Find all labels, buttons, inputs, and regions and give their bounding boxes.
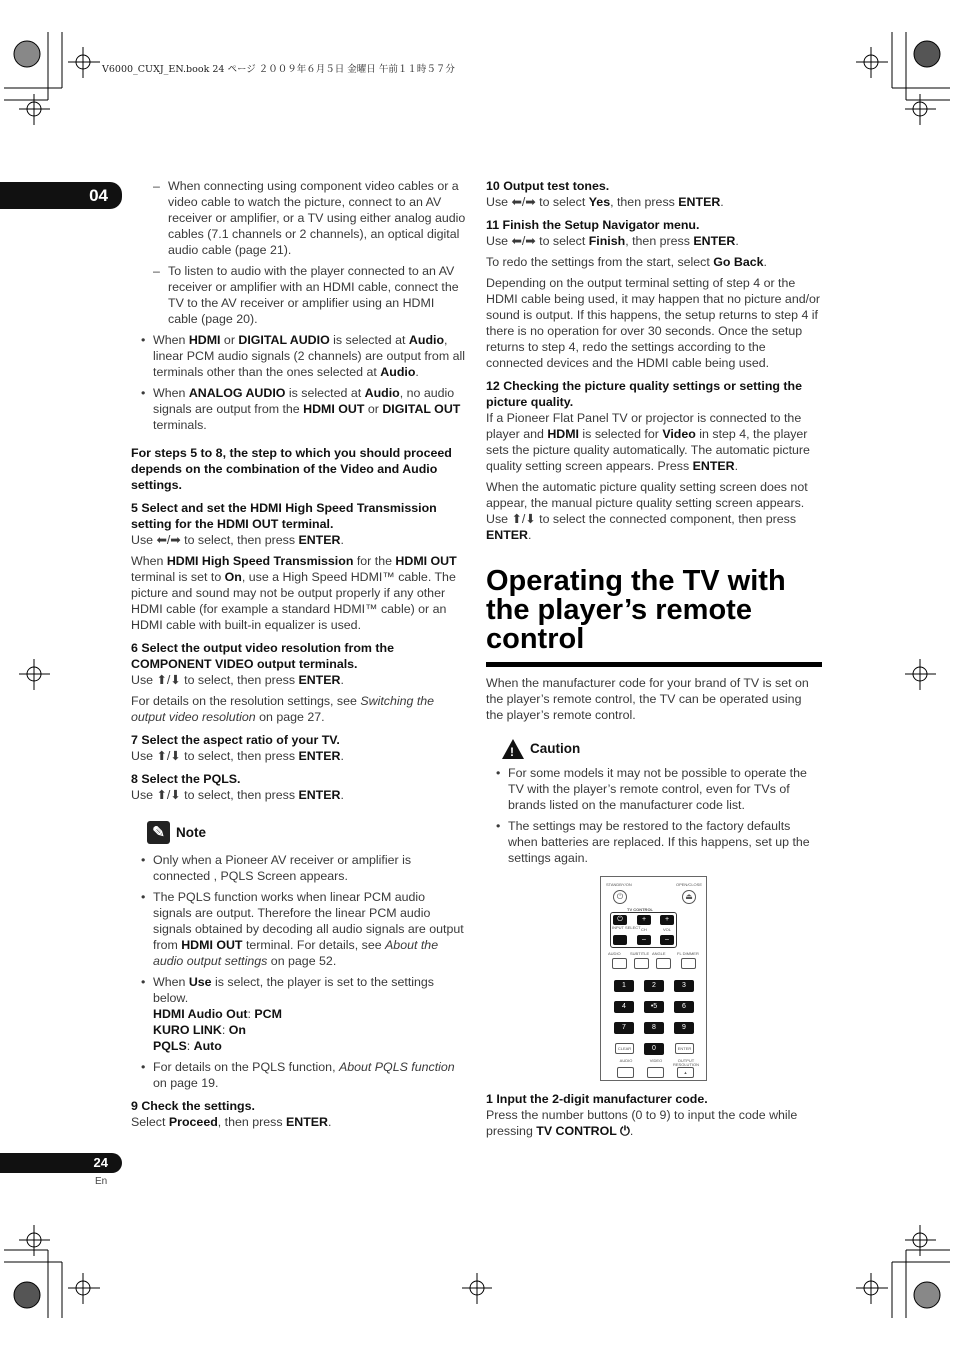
- text-run: .: [340, 533, 344, 547]
- language-label: En: [95, 1176, 108, 1187]
- step-body: [486, 194, 822, 210]
- section-heading: [131, 445, 467, 493]
- tv-control-label: TV CONTROL: [627, 907, 653, 912]
- text-run: When connecting using component video cables or a video cable to watch the picture, connect to an AV receiver or amplifier, or a TV using either analog audio cables (7.1 channels or 2 channels), an optical digital audio cable (page 21).: [168, 179, 466, 257]
- text-run: Use ⬆/⬇ to select, then press: [131, 788, 299, 802]
- remote-key: [656, 958, 671, 969]
- text-run: ENTER: [678, 195, 721, 209]
- text-run: 12 Checking the picture quality settings or setting the picture quality.: [486, 379, 803, 409]
- warning-icon: !: [502, 739, 524, 759]
- digit-key: 6: [674, 1001, 694, 1013]
- step-body: [131, 1114, 467, 1130]
- paragraph: [486, 254, 822, 270]
- text-run: 10 Output test tones.: [486, 179, 610, 193]
- caution-heading: [502, 739, 822, 759]
- remote-key: [681, 958, 696, 969]
- text-run: When: [131, 554, 167, 568]
- text-run: Press the number buttons (0 to 9) to input the code while pressing: [486, 1108, 798, 1138]
- text-run: Use ⬅/➡ to select, then press: [131, 533, 299, 547]
- remote-key: ▲: [677, 1067, 694, 1078]
- text-run: Select: [131, 1115, 169, 1129]
- text-run: :: [221, 1023, 229, 1037]
- remote-label: SUBTITLE: [630, 951, 650, 956]
- input-select-key: [613, 935, 627, 945]
- text-run: .: [734, 459, 739, 473]
- ch-down-key: –: [637, 935, 651, 945]
- text-run: Caution: [530, 741, 581, 756]
- remote-key: [612, 958, 627, 969]
- text-run: About PQLS function: [338, 1060, 455, 1074]
- text-run: Audio: [364, 386, 400, 400]
- step-body: [131, 748, 467, 764]
- note-heading: [147, 821, 467, 844]
- text-run: When the manufacturer code for your brand of TV is set on the player’s remote control, the TV can be operated using the player’s remote control.: [486, 676, 809, 722]
- text-run: , linear PCM audio signals (2 channels) are output from all terminals other than the ones selected at: [153, 333, 465, 379]
- text-run: Finish: [588, 234, 626, 248]
- standby-label: STANDBY/ON: [606, 882, 632, 887]
- step-body: [486, 1107, 822, 1139]
- text-run: .: [735, 234, 739, 248]
- text-run: 6 Select the output video resolution from the COMPONENT VIDEO output terminals.: [131, 641, 394, 671]
- text-run: ENTER: [486, 528, 528, 542]
- text-run: For details on the PQLS function,: [153, 1060, 339, 1074]
- bullet-list-item: [486, 765, 822, 813]
- remote-key: [647, 1067, 664, 1078]
- text-run: The settings may be restored to the factory defaults when batteries are replaced. If this happens, set up the settings again.: [508, 819, 810, 865]
- step-body: [131, 787, 467, 803]
- print-header: V6000_CUXJ_EN.book 24 ページ ２００９年６月５日 金曜日 午前１１時５７分: [102, 64, 455, 75]
- text-run: Auto: [193, 1039, 222, 1053]
- text-run: .: [528, 528, 532, 542]
- text-run: PQLS: [153, 1039, 187, 1053]
- step-heading: [486, 178, 822, 194]
- step-heading: [486, 378, 822, 410]
- step-body: [486, 410, 822, 474]
- bullet-list-item: [486, 818, 822, 866]
- bullet-list-item: [131, 385, 467, 433]
- text-run: Depending on the output terminal setting of step 4 or the HDMI cable being used, it may happen that no picture and/or sound is output. If this happens, the setup returns to step 4 if there is no operation for over 30 seconds. Once the setup returns to step 4, redo the settings according to the connected devices and the HDMI cable being used.: [486, 276, 821, 370]
- text-run: ENTER: [298, 788, 341, 802]
- text-run: Yes: [588, 195, 611, 209]
- text-run: When: [153, 333, 189, 347]
- text-run: To listen to audio with the player connected to an AV receiver or amplifier with an HDMI cable, connect the TV to the AV receiver or amplifier using an HDMI cable (page 20).: [168, 264, 459, 326]
- dash-list-item: [131, 178, 467, 258]
- text-run: When: [153, 975, 189, 989]
- remote-label: ANGLE: [652, 951, 666, 956]
- text-run: If a Pioneer Flat Panel TV or projector is connected to the player and: [486, 411, 802, 441]
- text-run: HDMI OUT: [303, 402, 365, 416]
- text-run: , use a High Speed HDMI™ cable. The picture and sound may not be output properly if any other HDMI cable (for example a standard HDMI™ cable) or an HDMI cable with built-in equalizer is used.: [131, 570, 456, 632]
- bullet-list-item: [131, 332, 467, 380]
- text-run: ENTER: [298, 749, 341, 763]
- text-run: Use ⬆/⬇ to select, then press: [131, 673, 299, 687]
- dash-list-item: [131, 263, 467, 327]
- remote-label: FL DIMMER: [677, 951, 699, 956]
- text-run: DIGITAL AUDIO: [238, 333, 330, 347]
- text-run: , then press: [610, 195, 679, 209]
- step-body: [131, 532, 467, 548]
- text-run: HDMI OUT: [181, 938, 243, 952]
- text-run: ENTER: [298, 673, 341, 687]
- text-run: For steps 5 to 8, the step to which you should proceed depends on the combination of the Video and Audio settings.: [131, 446, 452, 492]
- text-run: Use: [188, 975, 212, 989]
- text-run: .: [340, 673, 344, 687]
- text-run: , no audio signals are output from the: [153, 386, 455, 416]
- text-run: .: [720, 195, 724, 209]
- text-run: 11 Finish the Setup Navigator menu.: [486, 218, 700, 232]
- left-column: [131, 178, 467, 1135]
- text-run: on page 19.: [153, 1076, 219, 1090]
- remote-key: [617, 1067, 634, 1078]
- digit-key: 7: [614, 1022, 634, 1034]
- ch-label: CH: [641, 927, 647, 932]
- text-run: Use ⬅/➡ to select: [486, 195, 589, 209]
- step-heading: [131, 771, 467, 787]
- text-run: Audio: [408, 333, 445, 347]
- tv-power-key: ⏻: [613, 915, 627, 925]
- remote-label: AUDIO: [608, 951, 621, 956]
- text-run: Operating the TV with the player’s remote control: [486, 565, 786, 655]
- text-run: 1 Input the 2-digit manufacturer code.: [486, 1092, 708, 1106]
- chapter-tab: 04: [0, 182, 122, 209]
- text-run: :: [247, 1007, 255, 1021]
- text-run: :: [186, 1039, 194, 1053]
- text-run: Audio: [380, 365, 416, 379]
- text-run: terminal. For details, see: [242, 938, 386, 952]
- ch-up-key: +: [637, 915, 651, 925]
- vol-down-key: –: [660, 935, 674, 945]
- note-pencil-icon: ✎: [147, 821, 170, 844]
- text-run: or: [364, 402, 383, 416]
- text-run: DIGITAL OUT: [382, 402, 461, 416]
- text-run: ENTER: [693, 234, 736, 248]
- step-heading: [131, 500, 467, 532]
- text-run: terminal is set to: [131, 570, 225, 584]
- text-run: 5 Select and set the HDMI High Speed Transmission setting for the HDMI OUT terminal.: [131, 501, 437, 531]
- text-run: Use ⬆/⬇ to select, then press: [131, 749, 299, 763]
- text-run: , then press: [625, 234, 694, 248]
- remote-label: VIDEO: [649, 1058, 663, 1063]
- text-run: .: [340, 788, 344, 802]
- text-run: Switching the output video resolution: [131, 694, 435, 724]
- text-run: .: [415, 365, 419, 379]
- enter-key: ENTER: [675, 1043, 694, 1054]
- text-run: On: [228, 1023, 246, 1037]
- paragraph: [486, 275, 822, 371]
- power-icon: ⏻: [613, 890, 627, 904]
- text-run: ENTER: [692, 459, 735, 473]
- text-run: For some models it may not be possible to operate the TV with the player’s remote control, even for TVs of brands listed on the manufacturer code list.: [508, 766, 807, 812]
- tv-control-group: [610, 912, 677, 948]
- step-heading: [486, 217, 822, 233]
- paragraph: [486, 479, 822, 543]
- text-run: Proceed: [168, 1115, 218, 1129]
- text-run: 9 Check the settings.: [131, 1099, 255, 1113]
- text-run: .: [340, 749, 344, 763]
- page-number: 24: [0, 1153, 122, 1173]
- text-run: Only when a Pioneer AV receiver or amplifier is connected , PQLS Screen appears.: [153, 853, 412, 883]
- text-run: About the audio output settings: [153, 938, 439, 968]
- paragraph: [131, 553, 467, 633]
- remote-label: OUTPUT RESOLUTION: [673, 1058, 700, 1067]
- step-heading: [131, 732, 467, 748]
- digit-key: 1: [614, 980, 634, 992]
- bullet-list-item: [131, 1059, 467, 1091]
- text-run: terminals.: [153, 418, 207, 432]
- step-heading: [486, 1091, 822, 1107]
- text-run: on page 27.: [255, 710, 325, 724]
- text-run: .: [629, 1124, 634, 1138]
- clear-key: CLEAR: [615, 1043, 634, 1054]
- text-run: is selected at: [329, 333, 409, 347]
- text-run: For details on the resolution settings, see: [131, 694, 361, 708]
- text-run: 8 Select the PQLS.: [131, 772, 241, 786]
- text-run: HDMI High Speed Transmission: [166, 554, 354, 568]
- paragraph: [131, 693, 467, 725]
- step-body: [131, 672, 467, 688]
- right-column: [486, 178, 822, 1144]
- text-run: HDMI: [547, 427, 579, 441]
- text-run: Use ⬅/➡ to select: [486, 234, 589, 248]
- text-run: or: [220, 333, 239, 347]
- digit-key: 8: [644, 1022, 664, 1034]
- text-run: 7 Select the aspect ratio of your TV.: [131, 733, 340, 747]
- vol-up-key: +: [660, 915, 674, 925]
- remote-key: [634, 958, 649, 969]
- digit-key: 4: [614, 1001, 634, 1013]
- text-run: is selected at: [285, 386, 365, 400]
- remote-label: AUDIO: [619, 1058, 633, 1063]
- text-run: PCM: [254, 1007, 282, 1021]
- text-run: ANALOG AUDIO: [188, 386, 286, 400]
- text-run: on page 52.: [267, 954, 337, 968]
- vol-label: VOL: [663, 927, 672, 932]
- text-run: for the: [353, 554, 396, 568]
- text-run: KURO LINK: [153, 1023, 222, 1037]
- text-run: .: [327, 1115, 332, 1129]
- digit-key: 2: [644, 980, 664, 992]
- text-run: ENTER: [285, 1115, 328, 1129]
- input-select-label: INPUT SELECT: [612, 925, 641, 930]
- section-title: [486, 567, 822, 667]
- bullet-list-item: [131, 852, 467, 884]
- text-run: Video: [662, 427, 696, 441]
- text-run: To redo the settings from the start, select: [486, 255, 714, 269]
- text-run: On: [224, 570, 242, 584]
- text-run: Note: [176, 824, 206, 840]
- text-run: TV CONTROL ⏻: [536, 1124, 630, 1138]
- step-heading: [131, 640, 467, 672]
- text-run: is select, the player is set to the settings below.: [153, 975, 434, 1005]
- text-run: When: [153, 386, 189, 400]
- digit-key: 3: [674, 980, 694, 992]
- text-run: HDMI: [188, 333, 221, 347]
- eject-icon: ⏏: [682, 890, 696, 904]
- text-run: Go Back: [713, 255, 764, 269]
- bullet-list-item: [131, 974, 467, 1054]
- text-run: ENTER: [298, 533, 341, 547]
- step-heading: [131, 1098, 467, 1114]
- text-run: The PQLS function works when linear PCM audio signals are output. Therefore the linear PCM audio signals obtained by decoding all audio signals are output from: [153, 890, 464, 952]
- bullet-list-item: [131, 889, 467, 969]
- text-run: HDMI OUT: [395, 554, 457, 568]
- digit-key-0: 0: [644, 1043, 664, 1055]
- text-run: in step 4, the player sets the picture quality automatically. The automatic picture quality setting screen appears. Press: [486, 427, 810, 473]
- remote-control-illustration: [600, 876, 707, 1081]
- paragraph: [486, 675, 822, 723]
- digit-key: 9: [674, 1022, 694, 1034]
- text-run: HDMI Audio Out: [153, 1007, 248, 1021]
- text-run: .: [763, 255, 767, 269]
- open-close-label: OPEN/CLOSE: [675, 882, 702, 887]
- step-body: [486, 233, 822, 249]
- digit-key: •5: [644, 1001, 664, 1013]
- text-run: is selected for: [578, 427, 663, 441]
- text-run: When the automatic picture quality setting screen does not appear, the manual picture quality setting screen appears. Use ⬆/⬇ to select the connected component, then press: [486, 480, 808, 526]
- text-run: , then press: [217, 1115, 286, 1129]
